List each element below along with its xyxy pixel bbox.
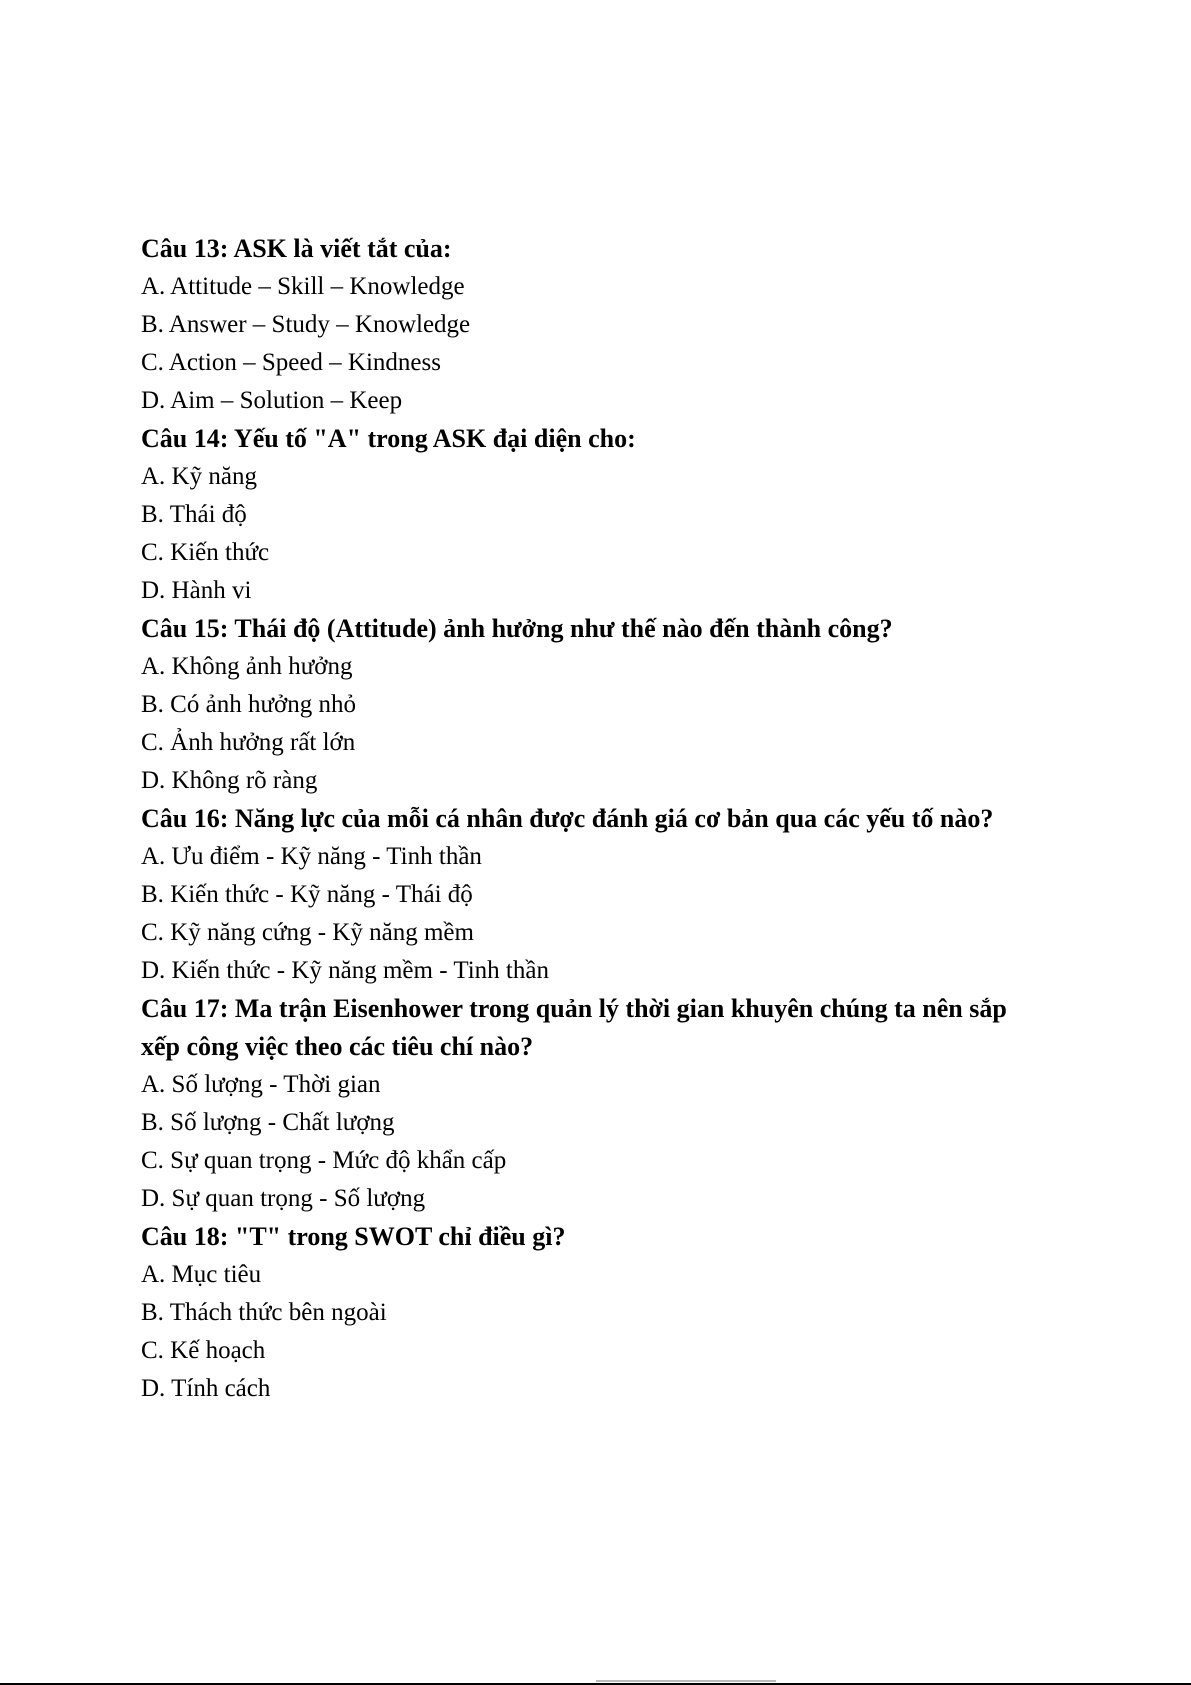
option-b: B. Thách thức bên ngoài: [141, 1299, 387, 1326]
question-title: Câu 13: ASK là viết tắt của:: [141, 234, 452, 263]
question-title: Câu 15: Thái độ (Attitude) ảnh hưởng như thế nào đến thành công?: [141, 614, 893, 643]
option-c: C. Sự quan trọng - Mức độ khẩn cấp: [141, 1147, 507, 1174]
option-c: C. Kế hoạch: [141, 1337, 266, 1364]
option-b: B. Kiến thức - Kỹ năng - Thái độ: [141, 881, 473, 908]
option-a: A. Ưu điểm - Kỹ năng - Tinh thần: [141, 843, 482, 870]
option-c: C. Ảnh hưởng rất lớn: [141, 729, 356, 756]
question-title-line-2: xếp công việc theo các tiêu chí nào?: [141, 1032, 534, 1061]
option-a: A. Không ảnh hưởng: [141, 653, 353, 680]
page-bottom-mark: [596, 1680, 776, 1682]
option-d: D. Kiến thức - Kỹ năng mềm - Tinh thần: [141, 957, 549, 984]
option-b: B. Answer – Study – Knowledge: [141, 311, 471, 338]
question-title: Câu 18: "T" trong SWOT chỉ điều gì?: [141, 1222, 566, 1251]
option-c: C. Action – Speed – Kindness: [141, 349, 441, 376]
option-c: C. Kiến thức: [141, 539, 270, 566]
option-d: D. Tính cách: [141, 1375, 271, 1402]
option-a: A. Attitude – Skill – Knowledge: [141, 273, 465, 300]
option-b: B. Có ảnh hưởng nhỏ: [141, 691, 356, 718]
option-d: D. Hành vi: [141, 577, 252, 604]
option-a: A. Số lượng - Thời gian: [141, 1071, 381, 1098]
option-d: D. Aim – Solution – Keep: [141, 387, 403, 414]
option-c: C. Kỹ năng cứng - Kỹ năng mềm: [141, 919, 474, 946]
question-title: Câu 14: Yếu tố "A" trong ASK đại diện cho:: [141, 424, 636, 453]
question-list: [141, 230, 1101, 1408]
option-b: B. Thái độ: [141, 501, 247, 528]
question-title: Câu 16: Năng lực của mỗi cá nhân được đánh giá cơ bản qua các yếu tố nào?: [141, 804, 994, 833]
option-d: D. Sự quan trọng - Số lượng: [141, 1185, 426, 1212]
option-a: A. Kỹ năng: [141, 463, 257, 490]
option-a: A. Mục tiêu: [141, 1261, 262, 1288]
question-title-line-1: Câu 17: Ma trận Eisenhower trong quản lý thời gian khuyên chúng ta nên sắp: [141, 994, 1007, 1023]
option-d: D. Không rõ ràng: [141, 767, 318, 794]
option-b: B. Số lượng - Chất lượng: [141, 1109, 395, 1136]
